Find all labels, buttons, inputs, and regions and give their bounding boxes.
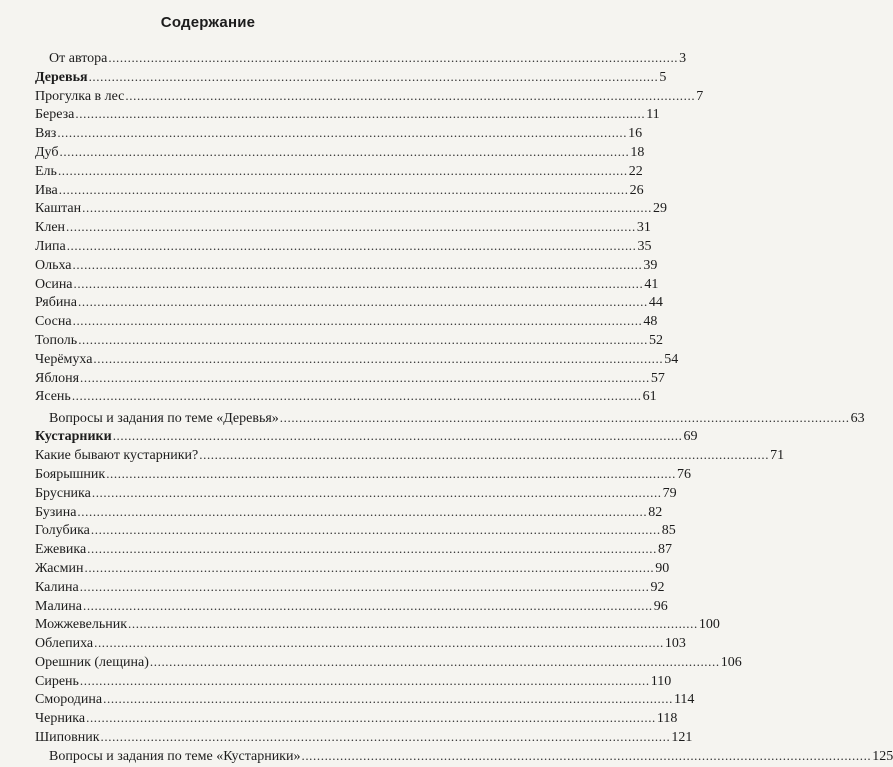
toc-entry-title: Липа bbox=[35, 238, 66, 254]
toc-entry bbox=[35, 369, 665, 388]
dot-leader bbox=[199, 446, 769, 465]
dot-leader bbox=[106, 465, 676, 484]
toc-entry-title: Тополь bbox=[35, 332, 78, 348]
toc-entry-page-number: 52 bbox=[649, 332, 663, 348]
toc-entry-title: Калина bbox=[35, 579, 79, 595]
toc-entry-title: От автора bbox=[49, 51, 108, 66]
toc-entry bbox=[35, 409, 865, 428]
toc-entry bbox=[35, 615, 720, 634]
page-title: Содержание bbox=[160, 14, 256, 31]
toc-entry-page-number: 5 bbox=[659, 69, 667, 85]
dot-leader bbox=[73, 256, 643, 275]
toc-entry bbox=[35, 181, 644, 200]
dot-leader bbox=[83, 597, 653, 616]
toc-entry-title: Какие бывают кустарники? bbox=[35, 448, 199, 464]
toc-entry bbox=[35, 237, 652, 256]
dot-leader bbox=[75, 105, 645, 124]
toc-entry-page-number: 121 bbox=[671, 730, 693, 746]
toc-entry bbox=[35, 747, 893, 766]
toc-entry-title: Жасмин bbox=[35, 560, 84, 576]
toc-entry-title: Можжевельник bbox=[35, 617, 128, 633]
toc-entry-title: Клен bbox=[35, 220, 66, 236]
toc-entry-title: Осина bbox=[35, 276, 73, 292]
dot-leader bbox=[66, 218, 636, 237]
toc-entry-page-number: 48 bbox=[643, 314, 658, 330]
toc-entry bbox=[35, 275, 659, 294]
toc-entry bbox=[35, 521, 676, 540]
dot-leader bbox=[74, 275, 644, 294]
dot-leader bbox=[101, 728, 671, 747]
dot-leader bbox=[92, 484, 662, 503]
toc-entry-page-number: 69 bbox=[683, 429, 698, 445]
toc-entry-title: Ель bbox=[35, 163, 57, 179]
toc-entry-page-number: 87 bbox=[657, 542, 672, 558]
toc-entry-title: Прогулка в лес bbox=[35, 88, 125, 104]
toc-entry-page-number: 96 bbox=[653, 598, 668, 614]
dot-leader bbox=[78, 331, 648, 350]
toc-entry-page-number: 11 bbox=[646, 107, 660, 123]
toc-entry bbox=[35, 387, 657, 406]
toc-entry-title: Черника bbox=[35, 711, 86, 727]
toc-entry-title: Вопросы и задания по теме «Кустарники» bbox=[49, 748, 301, 764]
toc-entry-page-number: 39 bbox=[643, 257, 658, 273]
toc-entry-title: Сирень bbox=[35, 673, 79, 689]
toc-entry-title: Рябина bbox=[35, 295, 78, 311]
toc-entry-page-number: 110 bbox=[650, 673, 672, 689]
toc-entry-page-number: 106 bbox=[720, 654, 742, 670]
dot-leader bbox=[108, 49, 678, 68]
toc-entry-page-number: 61 bbox=[642, 389, 657, 405]
toc-entry-title: Ежевика bbox=[35, 542, 87, 558]
toc-entry-title: Вяз bbox=[35, 126, 57, 142]
dot-leader bbox=[80, 672, 650, 691]
dot-leader bbox=[280, 409, 850, 428]
toc-entry bbox=[35, 143, 645, 162]
toc-entry bbox=[35, 653, 742, 672]
toc-entry-title: Яблоня bbox=[35, 370, 80, 386]
toc-entry bbox=[35, 124, 643, 143]
toc-entry-page-number: 29 bbox=[652, 201, 667, 217]
toc-entry bbox=[35, 728, 693, 747]
toc-entry-page-number: 35 bbox=[637, 238, 652, 254]
toc-entry bbox=[35, 256, 658, 275]
dot-leader bbox=[72, 387, 642, 406]
toc-entry-title: Вопросы и задания по теме «Деревья» bbox=[49, 410, 279, 426]
toc-entry-title: Ольха bbox=[35, 257, 72, 273]
toc-entry bbox=[35, 199, 667, 218]
toc-entry-page-number: 22 bbox=[628, 163, 643, 179]
dot-leader bbox=[80, 578, 650, 597]
toc-entry-page-number: 90 bbox=[655, 560, 670, 576]
toc-entry-page-number: 118 bbox=[656, 711, 678, 727]
toc-entry-title: Кустарники bbox=[35, 429, 112, 445]
dot-leader bbox=[103, 690, 673, 709]
toc-entry bbox=[35, 465, 691, 484]
dot-leader bbox=[93, 350, 663, 369]
toc-entry bbox=[35, 162, 643, 181]
toc-entry bbox=[35, 105, 660, 124]
dot-leader bbox=[60, 143, 630, 162]
toc-entry bbox=[35, 218, 651, 237]
toc-entry-page-number: 79 bbox=[662, 485, 677, 501]
toc-entry bbox=[35, 293, 663, 312]
dot-leader bbox=[58, 162, 628, 181]
toc-entry bbox=[35, 634, 686, 653]
toc-entry bbox=[35, 709, 678, 728]
toc-entry-title: Брусника bbox=[35, 485, 91, 501]
toc-entry-page-number: 44 bbox=[648, 295, 663, 311]
toc-entry-page-number: 3 bbox=[679, 51, 687, 66]
dot-leader bbox=[78, 293, 648, 312]
toc-entry bbox=[35, 49, 687, 68]
toc-entry-page-number: 54 bbox=[664, 351, 679, 367]
toc-entry-title: Дуб bbox=[35, 144, 59, 160]
toc-entry bbox=[35, 540, 672, 559]
toc-entry bbox=[35, 503, 663, 522]
toc-entry bbox=[35, 427, 698, 446]
toc-entry-title: Боярышник bbox=[35, 466, 106, 482]
dot-leader bbox=[57, 124, 627, 143]
toc-entry-title: Каштан bbox=[35, 201, 82, 217]
toc-entry-page-number: 76 bbox=[677, 466, 691, 482]
toc-entry-page-number: 57 bbox=[650, 370, 665, 386]
toc-entry-page-number: 63 bbox=[850, 410, 865, 426]
dot-leader bbox=[125, 87, 695, 106]
toc-entry bbox=[35, 578, 665, 597]
dot-leader bbox=[59, 181, 629, 200]
toc-entry-title: Облепиха bbox=[35, 636, 94, 652]
dot-leader bbox=[301, 747, 871, 766]
toc-entry bbox=[35, 68, 667, 87]
dot-leader bbox=[67, 237, 637, 256]
toc-entry-title: Голубика bbox=[35, 523, 90, 539]
toc-entry bbox=[35, 597, 668, 616]
dot-leader bbox=[128, 615, 698, 634]
toc-entry bbox=[35, 331, 663, 350]
toc-entry-title: Ясень bbox=[35, 389, 71, 405]
toc-entry-page-number: 16 bbox=[628, 126, 643, 142]
toc-entry-page-number: 85 bbox=[661, 523, 676, 539]
toc-entry bbox=[35, 87, 704, 106]
toc-entry-page-number: 82 bbox=[648, 504, 663, 520]
toc-entry-page-number: 31 bbox=[636, 220, 651, 236]
dot-leader bbox=[84, 559, 654, 578]
toc-entry-page-number: 92 bbox=[650, 579, 665, 595]
toc-entry-page-number: 18 bbox=[630, 144, 645, 160]
toc-entry-title: Деревья bbox=[35, 69, 88, 85]
toc-entry-page-number: 125 bbox=[872, 748, 893, 764]
toc-entry-title: Ива bbox=[35, 182, 58, 198]
dot-leader bbox=[150, 653, 720, 672]
toc-entry-page-number: 100 bbox=[698, 617, 720, 633]
toc-entry-title: Шиповник bbox=[35, 730, 100, 746]
toc-entry-page-number: 7 bbox=[696, 88, 704, 104]
dot-leader bbox=[87, 540, 657, 559]
toc-entry-page-number: 41 bbox=[644, 276, 659, 292]
toc-entry-title: Сосна bbox=[35, 314, 72, 330]
dot-leader bbox=[113, 427, 683, 446]
toc-entry bbox=[35, 312, 658, 331]
toc-entry-title: Орешник (лещина) bbox=[35, 654, 149, 670]
toc-entry-page-number: 71 bbox=[770, 448, 785, 464]
dot-leader bbox=[82, 199, 652, 218]
dot-leader bbox=[73, 312, 643, 331]
toc-entry bbox=[35, 672, 672, 691]
dot-leader bbox=[77, 503, 647, 522]
dot-leader bbox=[94, 634, 664, 653]
dot-leader bbox=[80, 369, 650, 388]
toc-entry-title: Береза bbox=[35, 107, 75, 123]
toc-entry-title: Смородина bbox=[35, 692, 103, 708]
toc-entry bbox=[35, 350, 679, 369]
toc-entry-title: Малина bbox=[35, 598, 82, 614]
toc-entry bbox=[35, 559, 670, 578]
dot-leader bbox=[91, 521, 661, 540]
table-of-contents bbox=[35, 49, 893, 766]
toc-entry-page-number: 26 bbox=[629, 182, 644, 198]
toc-entry-title: Бузина bbox=[35, 504, 77, 520]
dot-leader bbox=[89, 68, 659, 87]
dot-leader bbox=[86, 709, 656, 728]
toc-entry-page-number: 114 bbox=[673, 692, 695, 708]
toc-entry-title: Черёмуха bbox=[35, 351, 93, 367]
toc-entry bbox=[35, 484, 677, 503]
toc-entry bbox=[35, 446, 785, 465]
toc-entry-page-number: 103 bbox=[664, 636, 686, 652]
toc-entry bbox=[35, 690, 695, 709]
